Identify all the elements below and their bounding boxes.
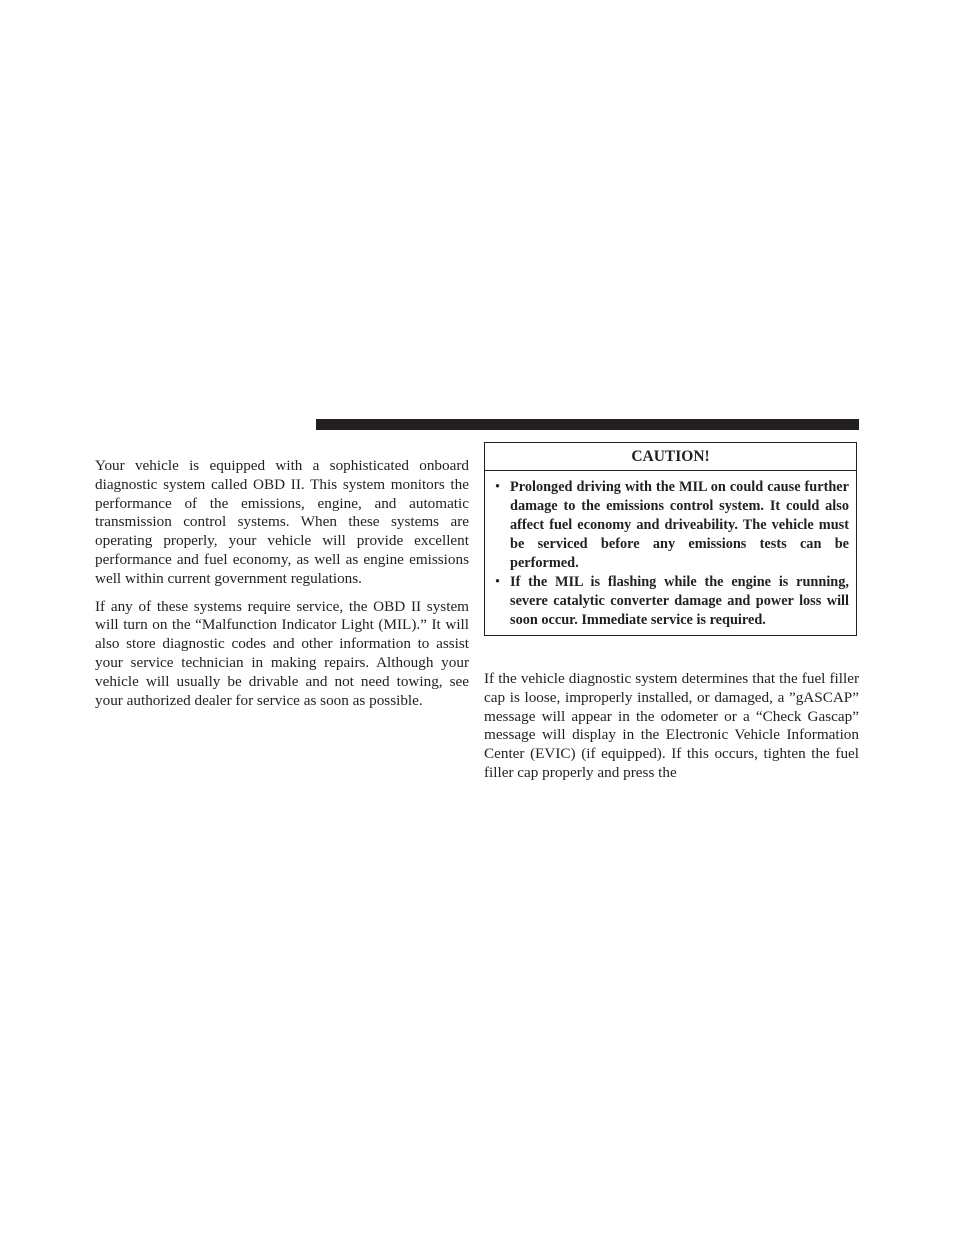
caution-item-text: If the MIL is flashing while the engine is running, severe catalytic converter damage and power loss will soon occur. Immediate service is required.: [510, 574, 849, 628]
caution-item: [495, 573, 849, 630]
caution-title: CAUTION!: [485, 443, 856, 471]
caution-item: [495, 478, 849, 573]
right-column: [484, 442, 859, 783]
caution-item-text: Prolonged driving with the MIL on could cause further damage to the emissions control system. It could also affect fuel economy and driveability. The vehicle must be serviced before any emissions tests can be performed.: [510, 479, 849, 571]
bullet-icon: •: [495, 479, 501, 495]
caution-list: [485, 471, 856, 635]
section-header-rule: [316, 419, 859, 430]
caution-box: [484, 442, 857, 636]
gascap-paragraph: If the vehicle diagnostic system determines that the fuel filler cap is loose, improperly installed, or damaged, a ”gASCAP” message will appear in the odometer or a “Check Gascap” message will display in the Electronic Vehicle Information Center (EVIC) (if equipped). If this occurs, tighten the fuel filler cap properly and press the: [484, 670, 859, 781]
obd-service-paragraph: If any of these systems require service, the OBD II system will turn on the “Malfunction Indicator Light (MIL).” It will also store diagnostic codes and other information to assist your service technician in making repairs. Although your vehicle will usually be drivable and not need towing, see your authorized dealer for service as soon as possible.: [95, 597, 469, 709]
bullet-icon: •: [495, 574, 501, 590]
left-column: [95, 457, 469, 710]
obd-intro-paragraph: Your vehicle is equipped with a sophisticated onboard diagnostic system called OBD II. This system monitors the performance of the emissions, engine, and automatic transmission control systems. When these systems are operating properly, your vehicle will provide excellent performance and fuel economy, as well as engine emissions well within current government regulations.: [95, 457, 469, 587]
